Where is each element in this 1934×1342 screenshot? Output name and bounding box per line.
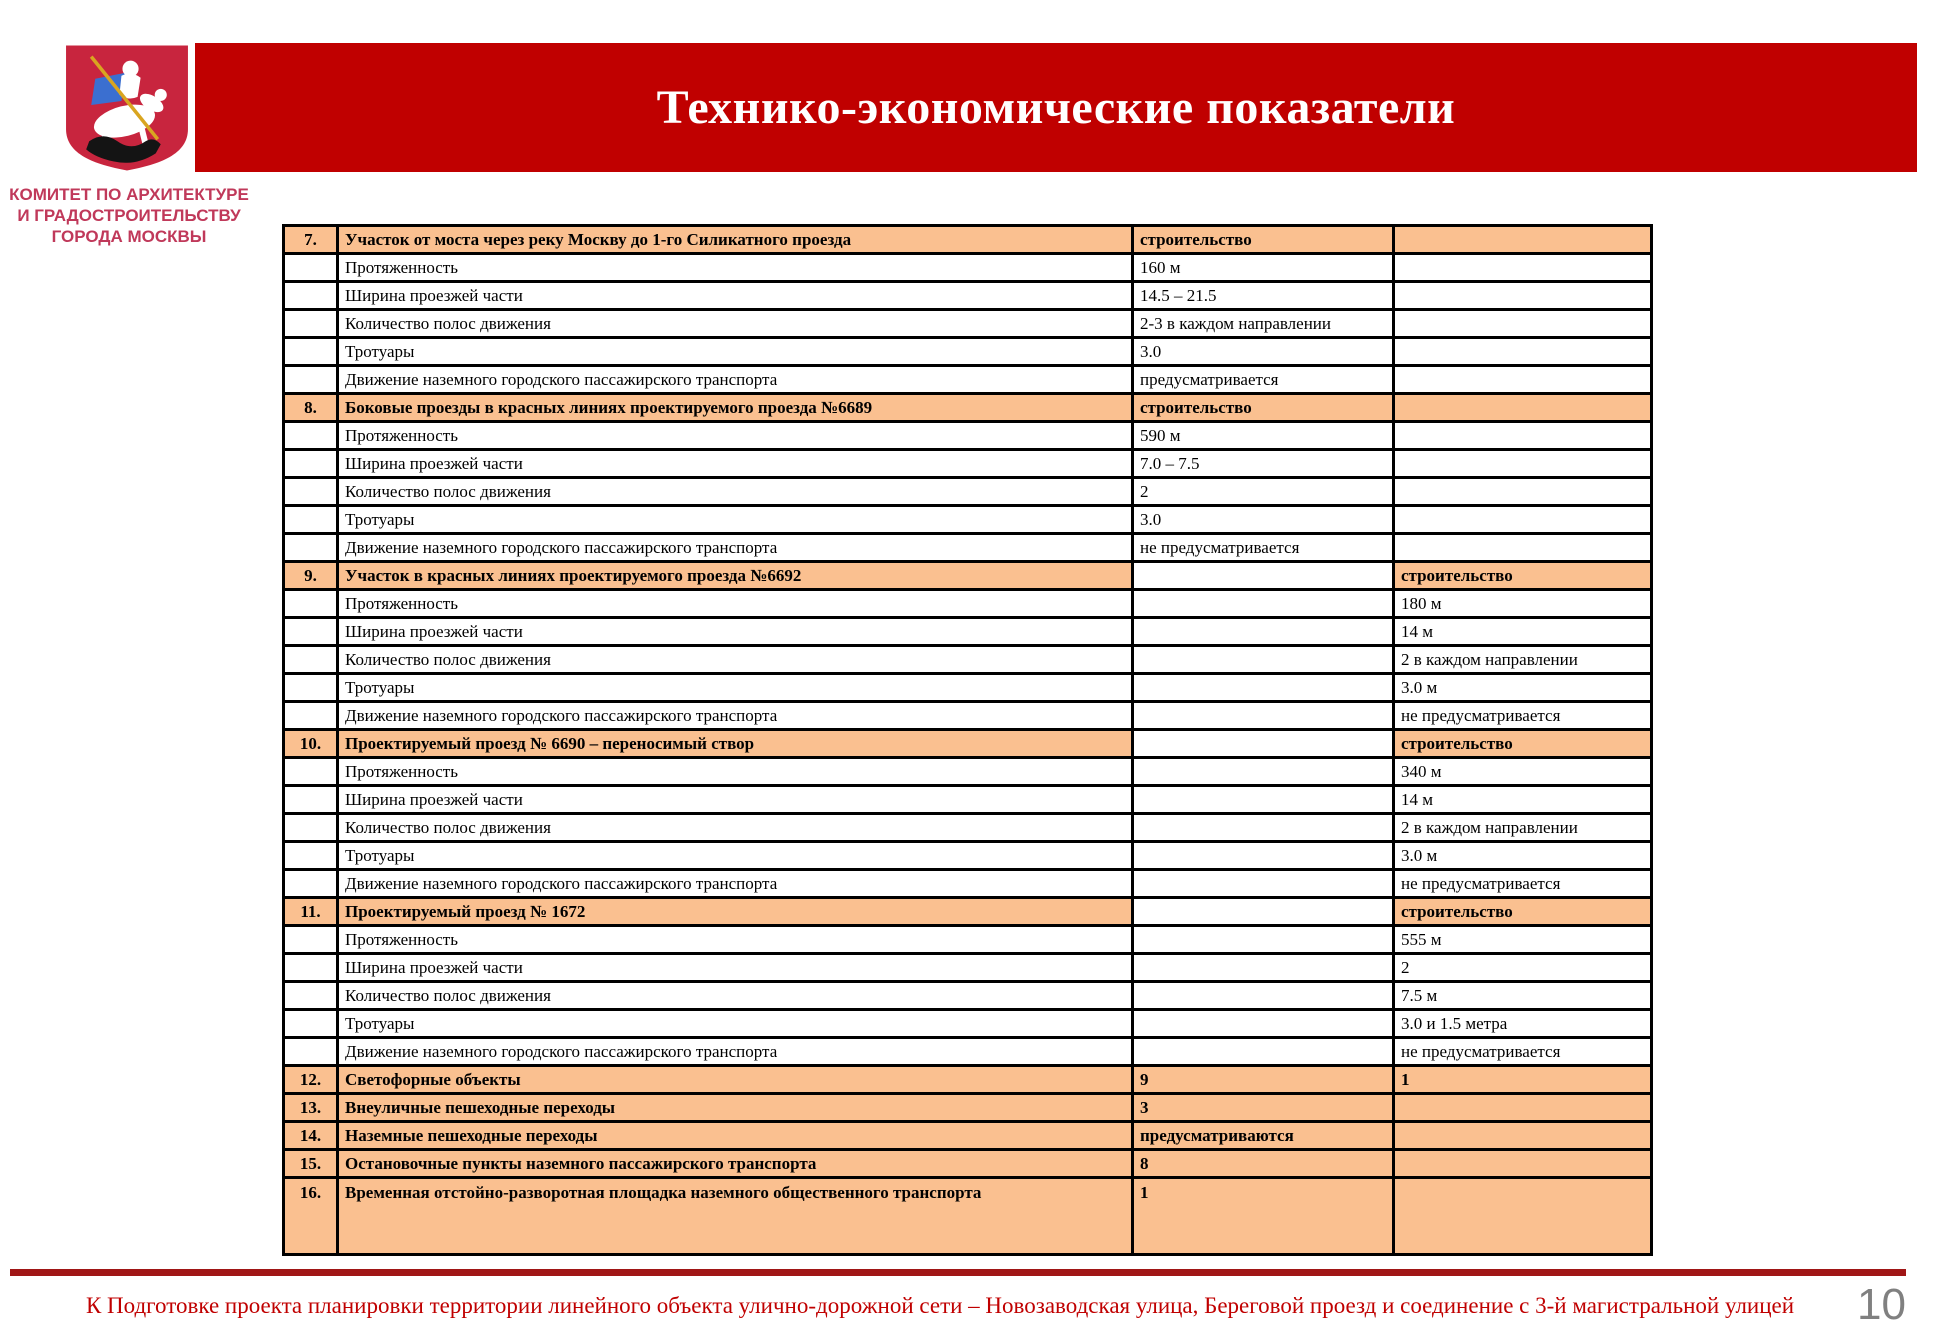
- table-row: [284, 702, 1652, 730]
- row-value-cell: 14 м: [1394, 786, 1652, 814]
- row-number-cell: [284, 786, 338, 814]
- empty-cell: [1394, 394, 1652, 422]
- row-value-cell: 3.0 м: [1394, 674, 1652, 702]
- summary-number-cell: 15.: [284, 1150, 338, 1178]
- row-label-cell: Тротуары: [338, 506, 1133, 534]
- section-number-cell: 10.: [284, 730, 338, 758]
- summary-row: [284, 1122, 1652, 1150]
- table-row: [284, 674, 1652, 702]
- table-row: [284, 758, 1652, 786]
- empty-cell: [1133, 1010, 1394, 1038]
- summary-title-cell: Светофорные объекты: [338, 1066, 1133, 1094]
- row-value-cell: 3.0: [1133, 506, 1394, 534]
- row-value-cell: не предусматривается: [1394, 1038, 1652, 1066]
- summary-value-cell: 8: [1133, 1150, 1394, 1178]
- row-label-cell: Количество полос движения: [338, 982, 1133, 1010]
- table-row: [284, 422, 1652, 450]
- summary-title-cell: Наземные пешеходные переходы: [338, 1122, 1133, 1150]
- row-label-cell: Протяженность: [338, 254, 1133, 282]
- table-row: [284, 954, 1652, 982]
- table-row: [284, 1038, 1652, 1066]
- summary-value-cell: [1394, 1122, 1652, 1150]
- row-number-cell: [284, 674, 338, 702]
- table-row: [284, 646, 1652, 674]
- section-number-cell: 11.: [284, 898, 338, 926]
- summary-title-cell: Временная отстойно-разворотная площадка наземного общественного транспорта: [338, 1178, 1133, 1255]
- row-value-cell: 160 м: [1133, 254, 1394, 282]
- table-row: [284, 618, 1652, 646]
- horse-head-shape: [155, 89, 167, 101]
- footer-caption: К Подготовке проекта планировки территории линейного объекта улично-дорожной сети – Новозаводская улица, Береговой проезд и соединение с 3-й магистральной улицей: [85, 1293, 1795, 1318]
- summary-number-cell: 14.: [284, 1122, 338, 1150]
- row-label-cell: Движение наземного городского пассажирского транспорта: [338, 1038, 1133, 1066]
- summary-number-cell: 12.: [284, 1066, 338, 1094]
- row-number-cell: [284, 590, 338, 618]
- row-number-cell: [284, 842, 338, 870]
- row-number-cell: [284, 478, 338, 506]
- row-label-cell: Тротуары: [338, 674, 1133, 702]
- table-row: [284, 478, 1652, 506]
- table-row: [284, 1010, 1652, 1038]
- empty-cell: [1133, 954, 1394, 982]
- section-header-row: [284, 898, 1652, 926]
- table-row: [284, 338, 1652, 366]
- empty-cell: [1133, 674, 1394, 702]
- row-label-cell: Движение наземного городского пассажирского транспорта: [338, 366, 1133, 394]
- summary-value-cell: [1394, 1178, 1652, 1255]
- row-label-cell: Количество полос движения: [338, 814, 1133, 842]
- summary-row: [284, 1150, 1652, 1178]
- section-number-cell: 9.: [284, 562, 338, 590]
- section-header-row: [284, 730, 1652, 758]
- row-number-cell: [284, 1010, 338, 1038]
- empty-cell: [1133, 786, 1394, 814]
- section-title-cell: Участок от моста через реку Москву до 1-го Силикатного проезда: [338, 226, 1133, 254]
- row-number-cell: [284, 758, 338, 786]
- summary-title-cell: Остановочные пункты наземного пассажирского транспорта: [338, 1150, 1133, 1178]
- row-label-cell: Протяженность: [338, 590, 1133, 618]
- row-label-cell: Движение наземного городского пассажирского транспорта: [338, 870, 1133, 898]
- row-number-cell: [284, 254, 338, 282]
- section-title-cell: Участок в красных линиях проектируемого проезда №6692: [338, 562, 1133, 590]
- empty-cell: [1394, 422, 1652, 450]
- indicators-table: [282, 224, 1653, 1256]
- empty-cell: [1394, 254, 1652, 282]
- section-title-cell: Боковые проезды в красных линиях проектируемого проезда №6689: [338, 394, 1133, 422]
- committee-caption-line: ГОРОДА МОСКВЫ: [51, 227, 207, 246]
- table-row: [284, 590, 1652, 618]
- empty-cell: [1133, 758, 1394, 786]
- summary-number-cell: 13.: [284, 1094, 338, 1122]
- row-value-cell: 590 м: [1133, 422, 1394, 450]
- section-header-row: [284, 394, 1652, 422]
- table-body: [284, 226, 1652, 1255]
- empty-cell: [1394, 310, 1652, 338]
- row-value-cell: не предусматривается: [1133, 534, 1394, 562]
- summary-row: [284, 1066, 1652, 1094]
- row-value-cell: 7.0 – 7.5: [1133, 450, 1394, 478]
- row-label-cell: Протяженность: [338, 422, 1133, 450]
- empty-cell: [1394, 282, 1652, 310]
- empty-cell: [1133, 618, 1394, 646]
- summary-value-cell: [1394, 1150, 1652, 1178]
- row-label-cell: Ширина проезжей части: [338, 618, 1133, 646]
- summary-number-cell: 16.: [284, 1178, 338, 1255]
- row-number-cell: [284, 310, 338, 338]
- row-number-cell: [284, 282, 338, 310]
- row-value-cell: 2 в каждом направлении: [1394, 646, 1652, 674]
- table-row: [284, 282, 1652, 310]
- summary-value-cell: 1: [1394, 1066, 1652, 1094]
- row-value-cell: предусматривается: [1133, 366, 1394, 394]
- section-number-cell: 7.: [284, 226, 338, 254]
- empty-cell: [1133, 982, 1394, 1010]
- row-number-cell: [284, 366, 338, 394]
- empty-cell: [1133, 1038, 1394, 1066]
- row-value-cell: 2-3 в каждом направлении: [1133, 310, 1394, 338]
- table-row: [284, 534, 1652, 562]
- section-status-cell: строительство: [1133, 226, 1394, 254]
- row-label-cell: Движение наземного городского пассажирского транспорта: [338, 534, 1133, 562]
- row-value-cell: 3.0 и 1.5 метра: [1394, 1010, 1652, 1038]
- row-number-cell: [284, 1038, 338, 1066]
- summary-value-cell: предусматриваются: [1133, 1122, 1394, 1150]
- section-status-cell: строительство: [1394, 898, 1652, 926]
- row-label-cell: Протяженность: [338, 758, 1133, 786]
- committee-caption-line: КОМИТЕТ ПО АРХИТЕКТУРЕ: [9, 185, 249, 204]
- row-number-cell: [284, 870, 338, 898]
- row-value-cell: 2 в каждом направлении: [1394, 814, 1652, 842]
- row-label-cell: Ширина проезжей части: [338, 786, 1133, 814]
- row-value-cell: 14 м: [1394, 618, 1652, 646]
- section-status-cell: строительство: [1394, 730, 1652, 758]
- table-row: [284, 982, 1652, 1010]
- section-title-cell: Проектируемый проезд № 1672: [338, 898, 1133, 926]
- section-title-cell: Проектируемый проезд № 6690 – переносимый створ: [338, 730, 1133, 758]
- footer-divider: [10, 1269, 1906, 1276]
- summary-title-cell: Внеуличные пешеходные переходы: [338, 1094, 1133, 1122]
- committee-caption-line: И ГРАДОСТРОИТЕЛЬСТВУ: [17, 206, 241, 225]
- section-status-cell: строительство: [1133, 394, 1394, 422]
- empty-cell: [1394, 226, 1652, 254]
- row-number-cell: [284, 338, 338, 366]
- empty-cell: [1133, 842, 1394, 870]
- summary-value-cell: 1: [1133, 1178, 1394, 1255]
- empty-cell: [1394, 478, 1652, 506]
- row-label-cell: Ширина проезжей части: [338, 282, 1133, 310]
- row-label-cell: Количество полос движения: [338, 478, 1133, 506]
- row-value-cell: 2: [1133, 478, 1394, 506]
- row-value-cell: 3.0: [1133, 338, 1394, 366]
- row-label-cell: Тротуары: [338, 1010, 1133, 1038]
- section-status-cell: строительство: [1394, 562, 1652, 590]
- page-title: Технико-экономические показатели: [656, 81, 1456, 134]
- moscow-coat-of-arms-icon: [61, 42, 193, 174]
- table-row: [284, 842, 1652, 870]
- row-number-cell: [284, 982, 338, 1010]
- summary-value-cell: [1394, 1094, 1652, 1122]
- empty-cell: [1133, 870, 1394, 898]
- row-label-cell: Тротуары: [338, 842, 1133, 870]
- row-value-cell: 340 м: [1394, 758, 1652, 786]
- row-value-cell: не предусматривается: [1394, 702, 1652, 730]
- summary-value-cell: 3: [1133, 1094, 1394, 1122]
- empty-cell: [1394, 338, 1652, 366]
- empty-cell: [1133, 730, 1394, 758]
- table-row: [284, 366, 1652, 394]
- row-label-cell: Ширина проезжей части: [338, 450, 1133, 478]
- table-row: [284, 870, 1652, 898]
- row-value-cell: 180 м: [1394, 590, 1652, 618]
- empty-cell: [1133, 814, 1394, 842]
- row-number-cell: [284, 814, 338, 842]
- table-row: [284, 786, 1652, 814]
- row-label-cell: Количество полос движения: [338, 310, 1133, 338]
- row-number-cell: [284, 450, 338, 478]
- empty-cell: [1394, 506, 1652, 534]
- empty-cell: [1133, 926, 1394, 954]
- table-row: [284, 926, 1652, 954]
- page-number: 10: [1857, 1280, 1906, 1329]
- summary-row: [284, 1178, 1652, 1255]
- row-number-cell: [284, 702, 338, 730]
- row-value-cell: не предусматривается: [1394, 870, 1652, 898]
- section-number-cell: 8.: [284, 394, 338, 422]
- summary-row: [284, 1094, 1652, 1122]
- empty-cell: [1133, 898, 1394, 926]
- row-number-cell: [284, 618, 338, 646]
- empty-cell: [1133, 590, 1394, 618]
- summary-value-cell: 9: [1133, 1066, 1394, 1094]
- table-row: [284, 814, 1652, 842]
- row-number-cell: [284, 534, 338, 562]
- table-row: [284, 506, 1652, 534]
- row-number-cell: [284, 954, 338, 982]
- empty-cell: [1133, 646, 1394, 674]
- row-number-cell: [284, 506, 338, 534]
- section-header-row: [284, 226, 1652, 254]
- row-label-cell: Количество полос движения: [338, 646, 1133, 674]
- title-banner: [195, 43, 1917, 172]
- empty-cell: [1133, 702, 1394, 730]
- row-label-cell: Ширина проезжей части: [338, 954, 1133, 982]
- empty-cell: [1394, 450, 1652, 478]
- row-value-cell: 7.5 м: [1394, 982, 1652, 1010]
- empty-cell: [1394, 366, 1652, 394]
- row-label-cell: Тротуары: [338, 338, 1133, 366]
- row-number-cell: [284, 926, 338, 954]
- row-number-cell: [284, 646, 338, 674]
- row-value-cell: 14.5 – 21.5: [1133, 282, 1394, 310]
- empty-cell: [1133, 562, 1394, 590]
- table-row: [284, 450, 1652, 478]
- row-value-cell: 555 м: [1394, 926, 1652, 954]
- row-label-cell: Протяженность: [338, 926, 1133, 954]
- empty-cell: [1394, 534, 1652, 562]
- row-number-cell: [284, 422, 338, 450]
- row-label-cell: Движение наземного городского пассажирского транспорта: [338, 702, 1133, 730]
- section-header-row: [284, 562, 1652, 590]
- row-value-cell: 2: [1394, 954, 1652, 982]
- table-row: [284, 310, 1652, 338]
- committee-caption: [4, 184, 254, 247]
- table-row: [284, 254, 1652, 282]
- row-value-cell: 3.0 м: [1394, 842, 1652, 870]
